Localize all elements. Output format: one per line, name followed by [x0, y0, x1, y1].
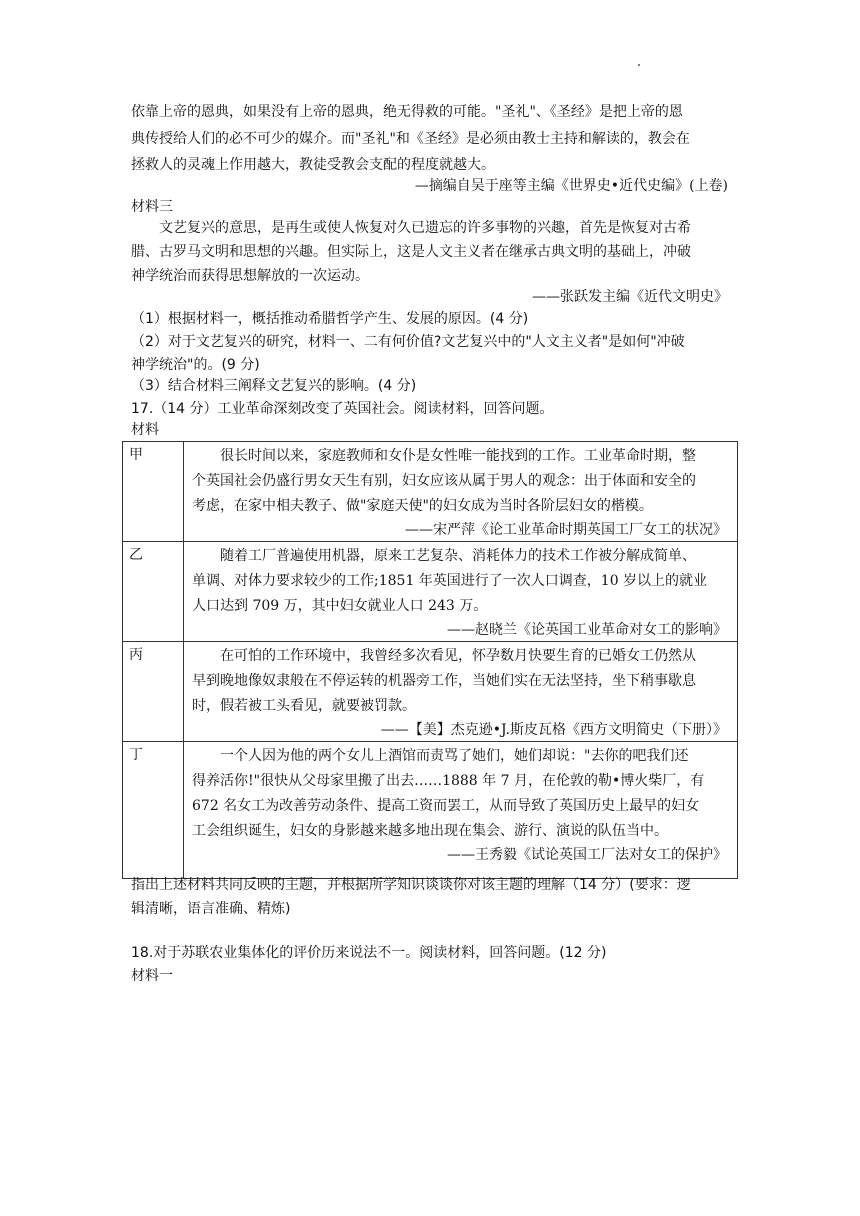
material-row-bing	[123, 642, 738, 742]
row-source: ——宋严萍《论工业革命时期英国工厂女工的状况》	[405, 522, 727, 538]
material-two-line-3: 拯救人的灵魂上作用越大，教徒受教会支配的程度就越大。	[131, 157, 495, 173]
row-content	[184, 542, 738, 642]
material-row-ding	[123, 742, 738, 879]
row-text-line: 单调、对体力要求较少的工作;1851 年英国进行了一次人口调查，10 岁以上的就业	[192, 573, 708, 589]
row-text-line: 在可怕的工作环境中，我曾经多次看见，怀孕数月快要生育的已婚女工仍然从	[220, 648, 696, 664]
row-source: ——【美】杰克逊•J.斯皮瓦格《西方文明简史（下册）》	[380, 722, 727, 738]
row-content	[184, 442, 738, 542]
material-three-line-2: 腊、古罗马文明和思想的兴趣。但实际上，这是人文主义者在继承古典文明的基础上，冲破	[131, 244, 691, 260]
q16-question-3: （3）结合材料三阐释文艺复兴的影响。(4 分)	[131, 378, 417, 394]
row-text-line: 工会组织诞生，妇女的身影越来越多地出现在集会、游行、演说的队伍当中。	[192, 823, 668, 839]
q18-material-label: 材料一	[131, 968, 173, 984]
row-text-line: 人口达到 709 万，其中妇女就业人口 243 万。	[192, 598, 488, 614]
row-text-line: 一个人因为他的两个女儿上酒馆而责骂了她们，她们却说："去你的吧我们还	[220, 748, 689, 764]
row-label: 乙	[123, 542, 184, 642]
q16-question-1: （1）根据材料一，概括推动希腊哲学产生、发展的原因。(4 分)	[131, 311, 529, 327]
material-two-line-1: 依靠上帝的恩典，如果没有上帝的恩典，绝无得救的可能。"圣礼"、《圣经》是把上帝的恩	[131, 104, 683, 120]
q16-question-2: （2）对于文艺复兴的研究，材料一、二有何价值?文艺复兴中的"人文主义者"是如何"冲破	[131, 334, 685, 350]
q17-stem: 17.（14 分）工业革命深刻改变了英国社会。阅读材料，回答问题。	[131, 401, 554, 417]
row-content	[184, 742, 738, 879]
material-row-jia	[123, 442, 738, 542]
page-mark	[638, 64, 640, 66]
material-three-line-1: 文艺复兴的意思，是再生或使人恢复对久已遗忘的许多事物的兴趣，首先是恢复对古希	[159, 220, 691, 236]
material-row-yi	[123, 542, 738, 642]
row-text-line: 时，假若被工头看见，就要被罚款。	[192, 698, 416, 714]
q18-stem: 18.对于苏联农业集体化的评价历来说法不一。阅读材料，回答问题。(12 分)	[131, 945, 607, 961]
row-text-line: 得养活你!"很快从父母家里搬了出去……1888 年 7 月，在伦敦的勒•博火柴厂，有	[192, 773, 705, 789]
row-text-line: 早到晚地像奴隶般在不停运转的机器旁工作，当她们实在无法坚持，坐下稍事歇息	[192, 673, 696, 689]
material-two-source: —摘编自吴于座等主编《世界史•近代史编》(上卷)	[414, 178, 728, 194]
material-two-line-2: 典传授给人们的必不可少的媒介。而"圣礼"和《圣经》是必须由教士主持和解读的，教会在	[131, 131, 690, 147]
row-text-line: 考虑，在家中相夫教子、做"家庭天使"的妇女成为当时各阶层妇女的楷模。	[192, 498, 653, 514]
row-label: 丁	[123, 742, 184, 879]
q17-material-table	[122, 441, 738, 879]
material-three-line-3: 神学统治而获得思想解放的一次运动。	[131, 268, 369, 284]
row-content	[184, 642, 738, 742]
material-three-heading: 材料三	[131, 199, 173, 215]
row-source: ——王秀毅《试论英国工厂法对女工的保护》	[447, 847, 727, 863]
q17-material-label: 材料	[131, 422, 159, 438]
q17-question-line-1: 指出上述材料共同反映的主题，并根据所学知识谈谈你对该主题的理解（14 分）(要求：逻	[131, 877, 691, 893]
row-text-line: 个英国社会仍盛行男女天生有别，妇女应该从属于男人的观念：出于体面和安全的	[192, 473, 696, 489]
row-text-line: 672 名女工为改善劳动条件、提高工资而罢工，从而导致了英国历史上最早的妇女	[192, 798, 700, 814]
q16-question-2-cont: 神学统治"的。(9 分)	[131, 357, 260, 373]
row-source: ——赵晓兰《论英国工业革命对女工的影响》	[447, 622, 727, 638]
q17-question-line-2: 辑清晰，语言准确、精炼)	[131, 901, 291, 917]
row-label: 丙	[123, 642, 184, 742]
row-text-line: 随着工厂普遍使用机器，原来工艺复杂、消耗体力的技术工作被分解成简单、	[220, 548, 696, 564]
material-three-source: ——张跃发主编《近代文明史》	[532, 289, 728, 305]
row-label: 甲	[123, 442, 184, 542]
row-text-line: 很长时间以来，家庭教师和女仆是女性唯一能找到的工作。工业革命时期，整	[220, 448, 696, 464]
